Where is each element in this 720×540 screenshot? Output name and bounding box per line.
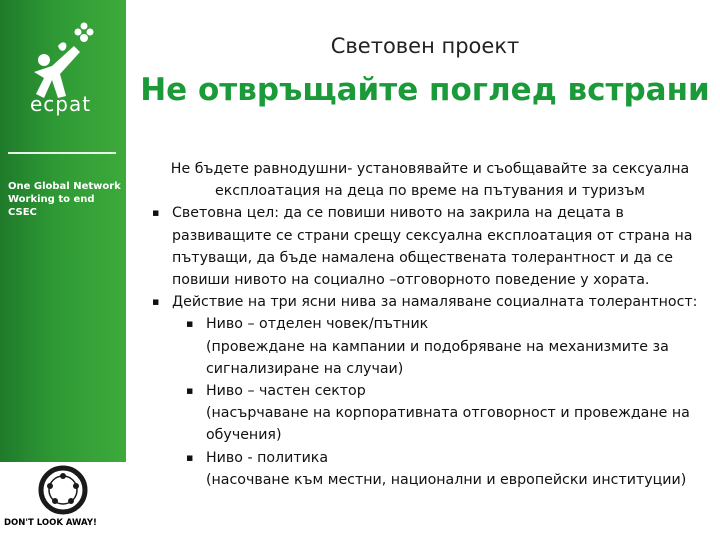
sub-bullet-detail: (насърчаване на корпоративната отговорност и провеждане на обучения) xyxy=(206,405,690,444)
sub-bullet-detail: (насочване към местни, национални и европейски институции) xyxy=(206,471,687,488)
square-bullet-icon: ▪ xyxy=(186,317,194,331)
list-item xyxy=(168,380,710,447)
slide-title: Не отвръщайте поглед встрани xyxy=(140,72,710,108)
children-circle-icon xyxy=(0,462,126,518)
network-line-2: Working to end CSEC xyxy=(8,194,95,218)
list-item xyxy=(150,291,710,313)
slide-subtitle: Световен проект xyxy=(330,34,520,58)
sub-bullet-list xyxy=(150,313,710,491)
sidebar xyxy=(0,0,126,540)
sidebar-divider xyxy=(8,152,116,154)
bullet-text: Действие на три ясни нива за намаляване социалната толерантност: xyxy=(172,294,698,311)
list-item xyxy=(168,313,710,380)
square-bullet-icon: ▪ xyxy=(152,295,160,309)
list-item xyxy=(168,447,710,491)
ecpat-logo-text: ecpat xyxy=(30,92,92,116)
network-line-1: One Global Network xyxy=(8,181,121,192)
square-bullet-icon: ▪ xyxy=(186,384,194,398)
slide-content xyxy=(150,158,710,491)
sub-bullet-title: Ниво – отделен човек/пътник xyxy=(206,316,429,333)
sub-bullet-detail: (провеждане на кампании и подобряване на механизмите за сигнализиране на случаи) xyxy=(206,338,669,377)
dont-look-away-logo xyxy=(0,462,126,540)
dont-look-away-text: DON'T LOOK AWAY! xyxy=(4,518,97,528)
bullet-text: Световна цел: да се повиши нивото на закрила на децата в развиващите се страни срещу сексуална експлоатация от страна на пътуващи, да бъде намалена обществената толерантност и да се повиши нивото на социално –отговорното поведение у хората. xyxy=(172,205,693,289)
main-bullet-list xyxy=(150,202,710,313)
sub-bullet-title: Ниво – частен сектор xyxy=(206,383,366,400)
list-item xyxy=(150,202,710,291)
square-bullet-icon: ▪ xyxy=(152,206,160,220)
network-tagline xyxy=(8,180,124,219)
square-bullet-icon: ▪ xyxy=(186,450,194,464)
intro-paragraph: Не бъдете равнодушни- установявайте и съобщавайте за сексуална експлоатация на деца по време на пътувания и туризъм xyxy=(170,161,690,200)
sub-bullet-title: Ниво - политика xyxy=(206,449,329,466)
